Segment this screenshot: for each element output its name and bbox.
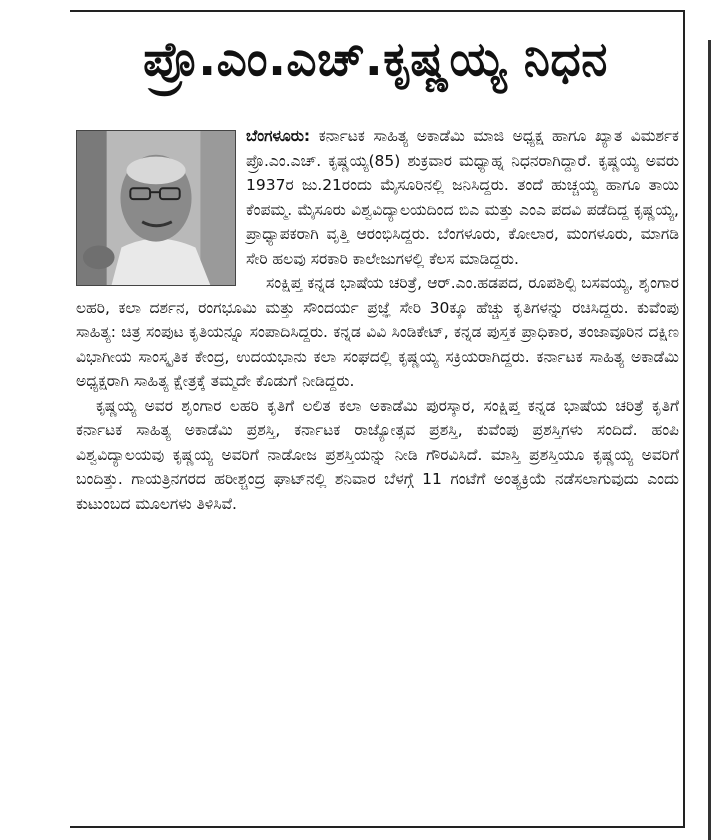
paragraph-1-text: ಕರ್ನಾಟಕ ಸಾಹಿತ್ಯ ಅಕಾಡೆಮಿ ಮಾಜಿ ಅಧ್ಯಕ್ಷ ಹಾಗೂ ಖ್ಯಾತ ವಿಮರ್ಶಕ ಪ್ರೊ.ಎಂ.ಎಚ್. ಕೃಷ್ಣಯ್ಯ(85) ಶುಕ್ರವಾರ ಮಧ್ಯಾಹ್ನ ನಿಧನರಾಗಿದ್ದಾರೆ. ಕೃಷ್ಣಯ್ಯ ಅವರು 1937ರ ಜು.21ರಂದು ಮೈಸೂರಿನಲ್ಲಿ ಜನಿಸಿದ್ದರು. ತಂದೆ ಹುಚ್ಚಯ್ಯ ಹಾಗೂ ತಾಯಿ ಕೆಂಪಮ್ಮ. ಮೈಸೂರು ವಿಶ್ವವಿದ್ಯಾಲಯದಿಂದ ಬಿಎ ಮತ್ತು ಎಂಎ ಪದವಿ ಪಡೆದಿದ್ದ ಕೃಷ್ಣಯ್ಯ, ಪ್ರಾಧ್ಯಾಪಕರಾಗಿ ವೃತ್ತಿ ಆರಂಭಿಸಿದ್ದರು. ಬೆಂಗಳೂರು, ಕೋಲಾರ, ಮಂಗಳೂರು, ಮಾಗಡಿ ಸೇರಿ ಹಲವು ಸರಕಾರಿ ಕಾಲೇಜುಗಳಲ್ಲಿ ಕೆಲಸ ಮಾಡಿದ್ದರು. [246,127,679,268]
person-portrait-icon [77,131,235,285]
portrait-photo [76,130,236,286]
news-clipping [70,10,685,828]
paragraph-1 [76,124,679,271]
paragraph-3: ಕೃಷ್ಣಯ್ಯ ಅವರ ಶೃಂಗಾರ ಲಹರಿ ಕೃತಿಗೆ ಲಲಿತ ಕಲಾ ಅಕಾಡೆಮಿ ಪುರಸ್ಕಾರ, ಸಂಕ್ಷಿಪ್ತ ಕನ್ನಡ ಭಾಷೆಯ ಚರಿತ್ರೆ ಕೃತಿಗೆ ಕರ್ನಾಟಕ ಸಾಹಿತ್ಯ ಅಕಾಡೆಮಿ ಪ್ರಶಸ್ತಿ, ಕರ್ನಾಟಕ ರಾಜ್ಯೋತ್ಸವ ಪ್ರಶಸ್ತಿ, ಕುವೆಂಪು ಪ್ರಶಸ್ತಿಗಳು ಸಂದಿದೆ. ಹಂಪಿ ವಿಶ್ವವಿದ್ಯಾಲಯವು ಕೃಷ್ಣಯ್ಯ ಅವರಿಗೆ ನಾಡೋಜ ಪ್ರಶಸ್ತಿಯನ್ನು ನೀಡಿ ಗೌರವಿಸಿದೆ. ಮಾಸ್ತಿ ಪ್ರಶಸ್ತಿಯೂ ಕೃಷ್ಣಯ್ಯ ಅವರಿಗೆ ಬಂದಿತ್ತು. ಗಾಯತ್ರಿನಗರದ ಹರೀಶ್ಚಂದ್ರ ಘಾಟ್‌ನಲ್ಲಿ ಶನಿವಾರ ಬೆಳಗ್ಗೆ 11 ಗಂಟೆಗೆ ಅಂತ್ಯಕ್ರಿಯೆ ನಡೆಸಲಾಗುವುದು ಎಂದು ಕುಟುಂಬದ ಮೂಲಗಳು ತಿಳಿಸಿವೆ. [76,396,679,513]
headline: ಪ್ರೊ.ಎಂ.ಎಚ್.ಕೃಷ್ಣಯ್ಯ ನಿಧನ [143,32,608,87]
paragraph-2: ಸಂಕ್ಷಿಪ್ತ ಕನ್ನಡ ಭಾಷೆಯ ಚರಿತ್ರೆ, ಆರ್.ಎಂ.ಹಡಪದ, ರೂಪಶಿಲ್ಪಿ ಬಸವಯ್ಯ, ಶೃಂಗಾರ ಲಹರಿ, ಕಲಾ ದರ್ಶನ, ರಂಗಭೂಮಿ ಮತ್ತು ಸೌಂದರ್ಯ ಪ್ರಜ್ಞೆ ಸೇರಿ 30ಕ್ಕೂ ಹೆಚ್ಚು ಕೃತಿಗಳನ್ನು ರಚಿಸಿದ್ದರು. ಕುವೆಂಪು ಸಾಹಿತ್ಯ: ಚಿತ್ರ ಸಂಪುಟ ಕೃತಿಯನ್ನೂ ಸಂಪಾದಿಸಿದ್ದರು. ಕನ್ನಡ ವಿವಿ ಸಿಂಡಿಕೇಟ್, ಕನ್ನಡ ಪುಸ್ತಕ ಪ್ರಾಧಿಕಾರ, ತಂಜಾವೂರಿನ ದಕ್ಷಿಣ ವಿಭಾಗೀಯ ಸಾಂಸ್ಕೃತಿಕ ಕೇಂದ್ರ, ಉದಯಭಾನು ಕಲಾ ಸಂಘದಲ್ಲಿ ಕೃಷ್ಣಯ್ಯ ಸಕ್ರಿಯರಾಗಿದ್ದರು. ಕರ್ನಾಟಕ ಸಾಹಿತ್ಯ ಅಕಾಡೆಮಿ ಅಧ್ಯಕ್ಷರಾಗಿ ಸಾಹಿತ್ಯ ಕ್ಷೇತ್ರಕ್ಕೆ ತಮ್ಮದೇ ಕೊಡುಗೆ ನೀಡಿದ್ದರು. [76,274,679,390]
dateline: ಬೆಂಗಳೂರು: [246,127,311,145]
article-body [76,124,679,516]
column-divider [708,40,711,840]
